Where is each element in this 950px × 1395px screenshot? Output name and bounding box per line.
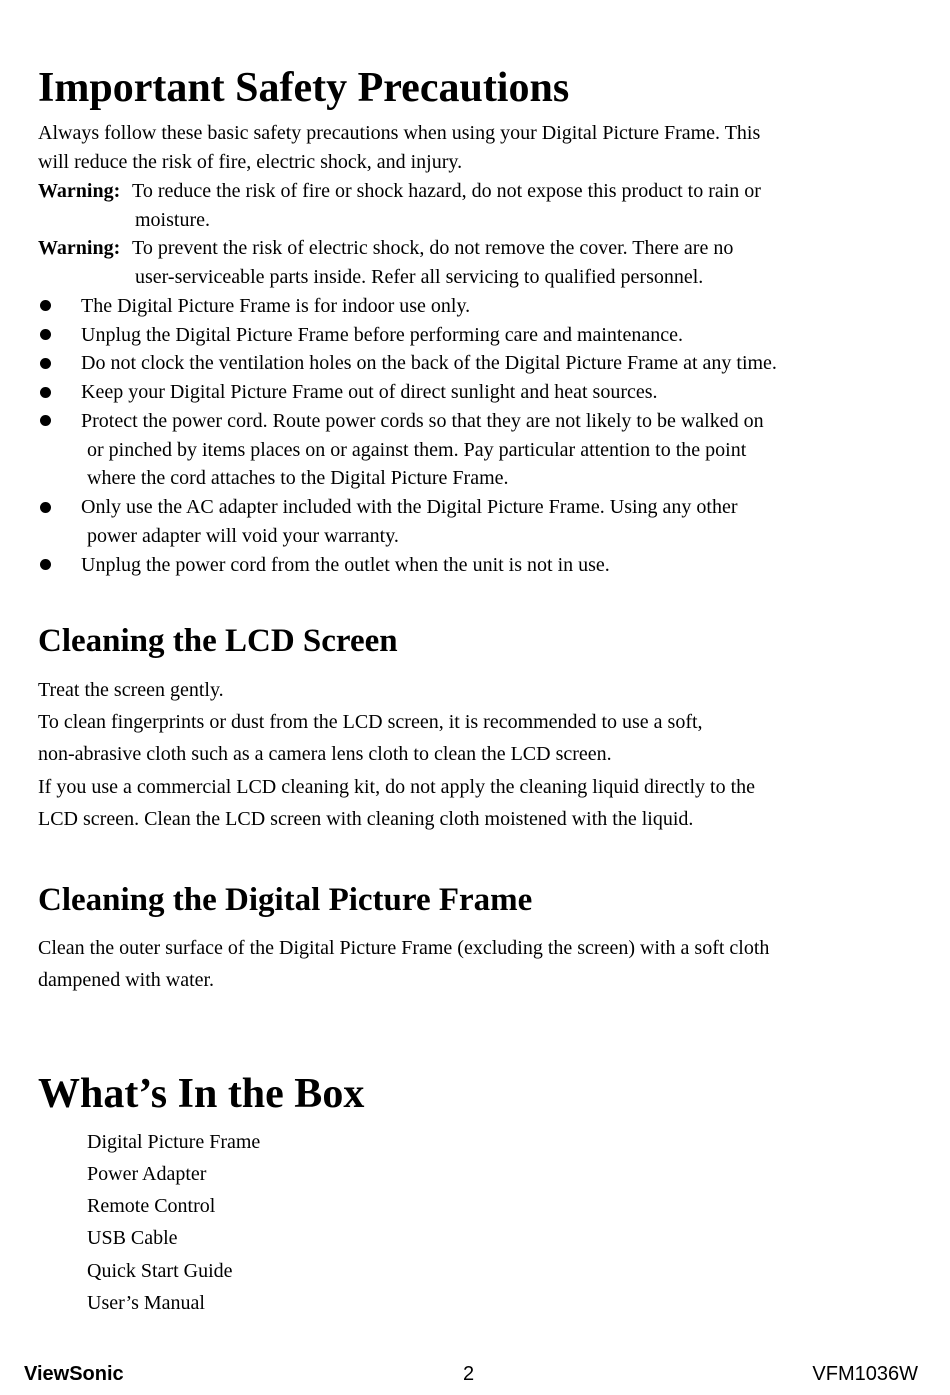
bullet-text: or pinched by items places on or against them. Pay particular attention to the point bbox=[87, 439, 747, 461]
frame-text: Clean the outer surface of the Digital Picture Frame (excluding the screen) with a soft cloth bbox=[38, 937, 770, 959]
warning-text: user-serviceable parts inside. Refer all servicing to qualified personnel. bbox=[135, 266, 704, 288]
lcd-text: LCD screen. Clean the LCD screen with cleaning cloth moistened with the liquid. bbox=[38, 808, 694, 830]
bullet-dot bbox=[40, 300, 51, 311]
box-item: Digital Picture Frame bbox=[87, 1131, 261, 1153]
bullet-text: Unplug the power cord from the outlet when the unit is not in use. bbox=[81, 554, 610, 576]
bullet-dot bbox=[40, 329, 51, 340]
footer-brand: ViewSonic bbox=[24, 1363, 124, 1385]
bullet-text: Unplug the Digital Picture Frame before performing care and maintenance. bbox=[81, 324, 683, 346]
bullet-dot bbox=[40, 358, 51, 369]
warning-text: To reduce the risk of fire or shock hazard, do not expose this product to rain or bbox=[132, 180, 761, 202]
safety-intro-line: will reduce the risk of fire, electric shock, and injury. bbox=[38, 151, 463, 173]
box-item: Remote Control bbox=[87, 1195, 216, 1217]
box-item: User’s Manual bbox=[87, 1292, 205, 1314]
bullet-text: The Digital Picture Frame is for indoor use only. bbox=[81, 295, 471, 317]
warning-label: Warning: bbox=[38, 180, 121, 202]
bullet-text: Only use the AC adapter included with the Digital Picture Frame. Using any other bbox=[81, 496, 738, 518]
bullet-dot bbox=[40, 559, 51, 570]
box-title: What’s In the Box bbox=[38, 1071, 365, 1117]
safety-intro-line: Always follow these basic safety precautions when using your Digital Picture Frame. This bbox=[38, 122, 761, 144]
bullet-text: where the cord attaches to the Digital Picture Frame. bbox=[87, 467, 509, 489]
safety-title: Important Safety Precautions bbox=[38, 65, 570, 111]
lcd-text: To clean fingerprints or dust from the LCD screen, it is recommended to use a soft, bbox=[38, 711, 703, 733]
frame-text: dampened with water. bbox=[38, 969, 215, 991]
lcd-text: Treat the screen gently. bbox=[38, 679, 224, 701]
box-item: Quick Start Guide bbox=[87, 1260, 233, 1282]
frame-title: Cleaning the Digital Picture Frame bbox=[38, 882, 533, 918]
bullet-dot bbox=[40, 415, 51, 426]
bullet-text: Protect the power cord. Route power cords so that they are not likely to be walked on bbox=[81, 410, 764, 432]
bullet-dot bbox=[40, 502, 51, 513]
footer-page-number: 2 bbox=[463, 1363, 475, 1385]
bullet-text: Keep your Digital Picture Frame out of direct sunlight and heat sources. bbox=[81, 381, 658, 403]
lcd-text: If you use a commercial LCD cleaning kit, do not apply the cleaning liquid directly to the bbox=[38, 776, 756, 798]
warning-text: To prevent the risk of electric shock, do not remove the cover. There are no bbox=[132, 237, 734, 259]
box-item: USB Cable bbox=[87, 1227, 178, 1249]
warning-text: moisture. bbox=[135, 209, 210, 231]
bullet-text: Do not clock the ventilation holes on the back of the Digital Picture Frame at any time. bbox=[81, 352, 777, 374]
lcd-text: non-abrasive cloth such as a camera lens cloth to clean the LCD screen. bbox=[38, 743, 612, 765]
warning-label: Warning: bbox=[38, 237, 121, 259]
bullet-dot bbox=[40, 387, 51, 398]
box-item: Power Adapter bbox=[87, 1163, 207, 1185]
footer-model: VFM1036W bbox=[812, 1363, 918, 1385]
bullet-text: power adapter will void your warranty. bbox=[87, 525, 399, 547]
lcd-title: Cleaning the LCD Screen bbox=[38, 623, 398, 659]
